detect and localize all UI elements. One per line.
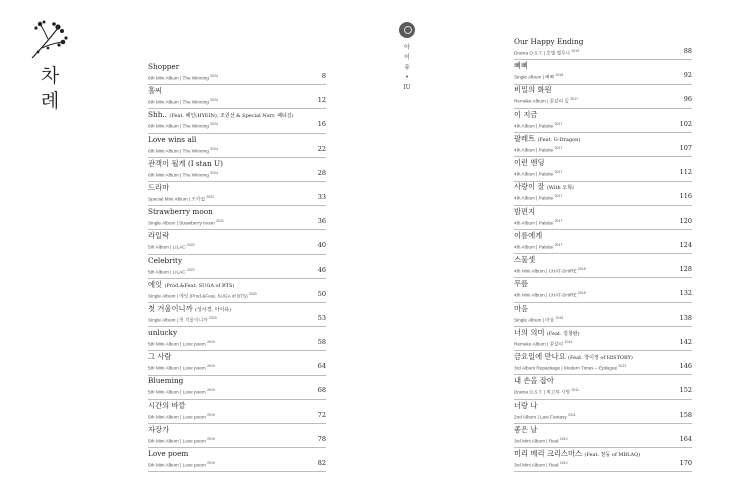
- toc-entry: [148, 231, 326, 254]
- toc-entry: [148, 328, 326, 351]
- album-info: [514, 48, 664, 57]
- song-title-text: 이 지금: [514, 109, 538, 119]
- toc-entry: [514, 255, 692, 278]
- release-year: 2017: [570, 97, 579, 102]
- song-title: [514, 37, 664, 48]
- toc-entry: [148, 449, 326, 472]
- song-title-text: 스물셋: [514, 255, 536, 265]
- page-number: 124: [679, 240, 692, 249]
- song-feat: (With 오혁): [546, 185, 574, 192]
- release-year: 2015: [577, 291, 586, 296]
- release-year: 2017: [554, 242, 563, 247]
- album-info: [148, 194, 298, 203]
- page-number: 78: [317, 434, 326, 443]
- album-name: 6th Mini Album | The Winning: [148, 99, 209, 105]
- page-number: 82: [317, 459, 326, 467]
- album-name: 4th Album | Palette: [514, 147, 554, 153]
- album-info: [148, 121, 298, 130]
- toc-entry: [148, 304, 326, 327]
- song-title-text: 미리 메리 크리스마스: [514, 448, 583, 458]
- album-info: [148, 146, 298, 155]
- toc-entry: [148, 183, 326, 206]
- toc-entry: [514, 231, 692, 254]
- song-title-text: 너의 의미: [514, 327, 545, 337]
- album-name: 3rd Mini Album | Real: [514, 462, 559, 468]
- toc-entry: [514, 352, 692, 375]
- song-title: [148, 231, 298, 242]
- release-year: 2015: [555, 315, 564, 320]
- release-year: 2017: [554, 121, 563, 126]
- toc-entry: [148, 135, 326, 158]
- song-title: [148, 86, 298, 97]
- song-title: [148, 159, 298, 170]
- album-name: 4th Album | Palette: [514, 171, 554, 177]
- page-number: 33: [317, 192, 326, 201]
- song-title-text: 내 손을 잡아: [514, 376, 554, 386]
- album-info: [514, 145, 664, 154]
- page-number: 72: [317, 410, 326, 419]
- song-title-text: 관객이 될게 (I stan U): [148, 158, 223, 168]
- song-title: [148, 183, 298, 194]
- album-name: 4th Album | Palette: [514, 123, 554, 129]
- song-title-text: 시간의 바깥: [148, 400, 186, 410]
- album-info: [514, 96, 664, 105]
- song-title: [514, 376, 664, 387]
- release-year: 2020: [248, 291, 257, 296]
- page-number: 120: [679, 216, 692, 225]
- page-title: [38, 64, 62, 114]
- album-name: 4th Mini Album | CHAT-SHIRE: [514, 268, 577, 274]
- album-name: 5th Mini Album | Love poem: [148, 341, 206, 347]
- song-title-text: Our Happy Ending: [514, 37, 584, 46]
- album-name: 5th Mini Album | Love poem: [148, 462, 206, 468]
- album-info: [148, 339, 298, 348]
- album-name: 6th Mini Album | The Winning: [148, 75, 209, 81]
- toc-entry: [514, 134, 692, 157]
- song-feat: (성시경, 아이유): [194, 306, 232, 313]
- song-title-text: Shh..: [148, 110, 168, 120]
- song-title-text: Love poem: [148, 449, 189, 458]
- song-title: [514, 110, 664, 121]
- album-info: [148, 363, 298, 372]
- song-title: [148, 62, 298, 73]
- album-info: [148, 267, 298, 276]
- release-year: 2024: [210, 170, 218, 175]
- release-year: 2010: [559, 460, 568, 465]
- album-name: Remake Album | 꽃갈피 둘: [514, 99, 570, 105]
- song-title: [514, 304, 664, 315]
- song-title: [514, 85, 664, 96]
- song-title: [514, 279, 664, 290]
- page-number: 8: [321, 72, 326, 80]
- song-title: [148, 425, 298, 436]
- page-number: 36: [317, 217, 326, 226]
- release-year: 2011: [568, 412, 576, 417]
- toc-entry: [514, 279, 692, 302]
- song-title-text: 무릎: [514, 279, 529, 289]
- toc-entry: [148, 280, 326, 303]
- album-name: 5th Mini Album | Love poem: [148, 365, 206, 371]
- album-name: 4th Album | Palette: [514, 220, 554, 226]
- release-year: 2024: [210, 146, 218, 151]
- album-name: Single Album | 첫 겨울이니까: [148, 317, 208, 323]
- release-year: 2019: [208, 315, 217, 320]
- page-number: 158: [679, 410, 692, 419]
- page-number: 107: [679, 143, 692, 152]
- album-name: 4th Album | Palette: [514, 244, 554, 250]
- release-year: 2019: [207, 436, 215, 441]
- song-title-text: 이런 엔딩: [514, 158, 545, 168]
- song-title: [514, 134, 664, 145]
- song-title: [148, 328, 298, 339]
- song-title-text: 비밀의 화원: [514, 85, 552, 95]
- toc-entry: [514, 401, 692, 424]
- page-number: 12: [317, 96, 326, 105]
- song-title-text: 밤편지: [514, 206, 536, 216]
- title-char: 례: [40, 90, 60, 112]
- release-year: 2017: [554, 170, 563, 175]
- toc-entry: [148, 425, 326, 448]
- album-info: [148, 97, 298, 106]
- song-feat: (Feat. 혜인(HYEIN), 조원선 & Special Narr. 패티김): [169, 113, 294, 120]
- song-title-text: Love wins all: [148, 134, 197, 144]
- album-info: [148, 436, 298, 445]
- album-info: [514, 436, 664, 445]
- album-info: [148, 412, 298, 421]
- album-info: [514, 460, 664, 469]
- album-name: 4th Mini Album | CHAT-SHIRE: [514, 292, 577, 298]
- page-number: 68: [317, 386, 326, 395]
- release-year: 2021: [187, 267, 195, 272]
- album-info: [148, 218, 298, 227]
- page-number: 112: [679, 168, 692, 177]
- album-info: [514, 193, 664, 202]
- release-year: 2014: [564, 339, 573, 344]
- song-title: [148, 401, 298, 412]
- song-title: [148, 135, 298, 146]
- album-info: [148, 170, 298, 179]
- song-title: [148, 449, 298, 460]
- song-title-text: 마음: [514, 303, 529, 313]
- toc-entry: [514, 328, 692, 351]
- album-name: 5th Mini Album | Love poem: [148, 438, 206, 444]
- page-number: 102: [679, 119, 692, 128]
- song-title: [148, 376, 298, 387]
- page-number: 164: [679, 434, 692, 443]
- song-title-text: Celebrity: [148, 255, 183, 265]
- album-name: Drama O.S.T. | 최고의 사랑: [514, 389, 571, 395]
- album-info: [148, 73, 298, 82]
- song-title: [148, 256, 298, 267]
- release-year: 2019: [207, 364, 215, 369]
- album-info: [514, 169, 664, 178]
- toc-entry: [514, 449, 692, 472]
- toc-entry: [514, 182, 692, 205]
- toc-entry: [514, 110, 692, 133]
- album-name: 6th Mini Album | The Winning: [148, 148, 209, 154]
- release-year: 2019: [571, 49, 580, 53]
- artist-char: IU: [403, 84, 411, 91]
- release-year: 2011: [571, 388, 579, 393]
- song-title: [514, 207, 664, 218]
- album-name: 5th Mini Album | Love poem: [148, 390, 206, 395]
- song-title-text: 드라마: [148, 182, 170, 192]
- toc-entry: [148, 110, 326, 133]
- album-name: Single Album | Strawberry moon: [148, 220, 215, 226]
- release-year: 2017: [554, 145, 563, 150]
- album-name: Single Album | 마음: [514, 317, 555, 323]
- song-title-text: 이름에게: [514, 230, 543, 240]
- album-info: [514, 290, 664, 299]
- song-title: [514, 449, 664, 460]
- album-info: [148, 242, 298, 251]
- song-feat: (Feat. 장이정 of HISTORY): [568, 355, 633, 362]
- toc-list-right: [514, 37, 692, 472]
- song-title-text: 너랑 나: [514, 400, 538, 410]
- song-title: [514, 182, 664, 193]
- artist-name: [400, 43, 414, 93]
- song-title: [148, 304, 298, 315]
- release-year: 2019: [207, 461, 215, 465]
- album-name: 3rd Mini Album | Real: [514, 438, 559, 444]
- song-title: [514, 401, 664, 412]
- song-feat: (Feat. 천둥 of MBLAQ): [584, 451, 641, 458]
- album-name: Single Album | 에잇 (Prod.&Feat. SUGA of BTS): [148, 293, 248, 299]
- song-title-text: Strawberry moon: [148, 207, 213, 217]
- flower-sprig-icon: [28, 18, 72, 62]
- album-name: 5th Album | LILAC: [148, 269, 186, 275]
- album-info: [514, 412, 664, 421]
- song-title: [514, 61, 664, 72]
- page-number: 50: [317, 289, 326, 298]
- release-year: 2021: [216, 219, 224, 224]
- song-title: [514, 328, 664, 339]
- song-title: [148, 207, 298, 218]
- toc-entry: [514, 376, 692, 399]
- title-char: 차: [40, 65, 60, 87]
- release-year: 2024: [210, 98, 218, 103]
- toc-entry: [148, 207, 326, 230]
- song-title: [148, 352, 298, 363]
- album-name: 3rd Album Repackage | Modern Times – Epilogue: [514, 365, 618, 371]
- album-info: [514, 218, 664, 227]
- song-title: [148, 110, 298, 121]
- toc-entry: [514, 61, 692, 84]
- release-year: 2019: [207, 340, 215, 345]
- song-title: [514, 255, 664, 266]
- page-number: 88: [683, 47, 692, 55]
- song-feat: (Feat. 김창완): [546, 330, 580, 337]
- artist-char: 유: [404, 64, 410, 71]
- song-title-text: 그 사람: [148, 352, 172, 362]
- album-info: [514, 266, 664, 275]
- page-number: 92: [683, 71, 692, 80]
- toc-entry: [148, 352, 326, 375]
- toc-entry: [514, 85, 692, 108]
- page-number: 170: [679, 458, 692, 467]
- song-title-text: 홀씨: [148, 86, 163, 96]
- rose-emblem-icon: [399, 22, 415, 38]
- song-title: [148, 280, 298, 291]
- toc-entry: [514, 304, 692, 327]
- page-number: 46: [317, 265, 326, 274]
- release-year: 2022: [206, 194, 215, 199]
- song-title-text: 라일락: [148, 231, 170, 241]
- song-title-text: 에잇: [148, 279, 163, 289]
- toc-entry: [148, 159, 326, 182]
- album-name: Single Album | 삐삐: [514, 74, 555, 80]
- toc-entry: [148, 62, 326, 85]
- song-title: [514, 231, 664, 242]
- page-number: 64: [317, 362, 326, 371]
- album-info: [148, 387, 298, 396]
- song-title: [514, 352, 664, 363]
- toc-entry: [148, 256, 326, 279]
- song-title-text: Blueming: [148, 376, 184, 386]
- page-number: 132: [679, 289, 692, 298]
- album-name: Remake Album | 꽃갈피: [514, 341, 564, 347]
- song-title-text: Shopper: [148, 62, 180, 71]
- song-title-text: 좋은 날: [514, 424, 538, 434]
- album-name: 6th Mini Album | The Winning: [148, 123, 209, 129]
- page-number: 96: [683, 95, 692, 104]
- release-year: 2018: [555, 73, 564, 78]
- page-number: 142: [679, 337, 692, 346]
- page-number: 28: [317, 168, 326, 177]
- toc-entry: [148, 86, 326, 109]
- album-info: [514, 121, 664, 130]
- page-number: 146: [679, 362, 692, 371]
- release-year: 2021: [187, 243, 195, 248]
- artist-separator: •: [405, 74, 409, 81]
- song-title-text: 삐삐: [514, 61, 529, 71]
- page-number: 16: [317, 120, 326, 129]
- album-name: 6th Mini Album | The Winning: [148, 172, 209, 178]
- right-page: [366, 0, 732, 486]
- song-feat: (Feat. G-Dragon): [537, 136, 581, 143]
- song-title-text: unlucky: [148, 328, 178, 338]
- song-title-text: 자장가: [148, 424, 170, 434]
- release-year: 2024: [210, 74, 218, 78]
- page-number: 58: [317, 338, 326, 347]
- page-number: 22: [317, 144, 326, 153]
- album-info: [514, 242, 664, 251]
- release-year: 2015: [577, 267, 586, 272]
- release-year: 2017: [554, 218, 563, 223]
- toc-entry: [514, 37, 692, 60]
- album-name: 2nd Album | Last Fantasy: [514, 414, 567, 420]
- song-title: [514, 158, 664, 169]
- album-name: 5th Album | LILAC: [148, 244, 186, 250]
- toc-entry: [514, 425, 692, 448]
- song-title: [514, 425, 664, 436]
- toc-entry: [514, 207, 692, 230]
- release-year: 2019: [207, 412, 215, 417]
- album-name: Special Mini Album | 조각집: [148, 196, 206, 202]
- page-number: 116: [679, 192, 692, 201]
- album-info: [514, 339, 664, 348]
- album-info: [148, 460, 298, 469]
- release-year: 2024: [210, 122, 218, 127]
- album-name: Drama O.S.T. | 호텔 델루나: [514, 50, 571, 56]
- album-name: 4th Album | Palette: [514, 195, 554, 201]
- album-info: [514, 72, 664, 81]
- page-number: 138: [679, 313, 692, 322]
- album-info: [148, 291, 298, 300]
- page-number: 152: [679, 386, 692, 395]
- page-number: 40: [317, 241, 326, 250]
- song-title-text: 팔레트: [514, 133, 536, 143]
- album-info: [514, 363, 664, 372]
- release-year: 2017: [554, 194, 563, 199]
- toc-entry: [148, 376, 326, 399]
- album-info: [148, 315, 298, 324]
- toc-list-left: [148, 62, 326, 472]
- artist-char: 아: [404, 44, 410, 51]
- toc-entry: [514, 158, 692, 181]
- release-year: 2010: [559, 436, 568, 441]
- release-year: 2019: [207, 388, 215, 393]
- song-title-text: 사랑이 잘: [514, 182, 545, 192]
- toc-entry: [148, 401, 326, 424]
- album-info: [514, 387, 664, 396]
- song-title-text: 금요일에 만나요: [514, 352, 566, 362]
- album-name: 5th Mini Album | Love poem: [148, 414, 206, 420]
- page-number: 53: [317, 313, 326, 322]
- artist-char: 이: [404, 54, 410, 61]
- song-feat: (Prod.&Feat. SUGA of BTS): [164, 282, 235, 289]
- song-title-text: 첫 겨울이니까: [148, 303, 193, 313]
- page-number: 128: [679, 265, 692, 274]
- album-info: [514, 315, 664, 324]
- release-year: 2013: [618, 364, 627, 369]
